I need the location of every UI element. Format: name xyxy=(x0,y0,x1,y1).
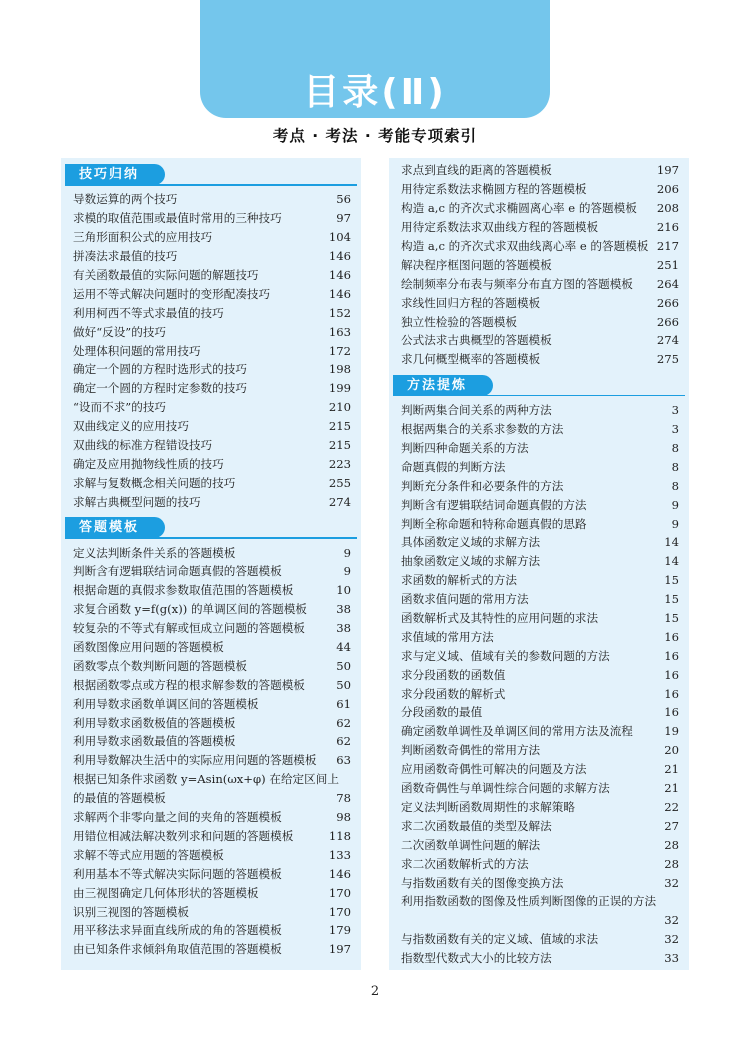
title-banner xyxy=(200,0,550,118)
entry-title: “设而不求”的技巧 xyxy=(73,400,167,415)
entry-title: 处理体积问题的常用技巧 xyxy=(73,343,201,358)
entry-title: 确定一个圆的方程时定参数的技巧 xyxy=(73,381,247,396)
entry-title: 求解与复数概念相关问题的技巧 xyxy=(73,475,236,490)
entry-title: 求分段函数的解析式 xyxy=(401,686,506,701)
entry-title: 抽象函数定义域的求解方法 xyxy=(401,554,541,569)
entry-title: 判断充分条件和必要条件的方法 xyxy=(401,478,564,493)
entry-title: 双曲线的标准方程错设技巧 xyxy=(73,438,213,453)
index-entry[interactable] xyxy=(61,694,361,713)
entry-page: 22 xyxy=(664,799,679,814)
entry-page: 210 xyxy=(328,400,351,415)
index-entry[interactable] xyxy=(389,892,689,911)
entry-title: 识别三视图的答题模板 xyxy=(73,904,189,919)
entry-title: 做好“反设”的技巧 xyxy=(73,324,167,339)
index-entry[interactable] xyxy=(389,495,689,514)
index-entry[interactable] xyxy=(389,312,689,331)
entry-page: 16 xyxy=(664,648,679,663)
index-entry[interactable] xyxy=(389,816,689,835)
entry-title: 独立性检验的答题模板 xyxy=(401,314,517,329)
entry-title: 根据已知条件求函数 y=Asin(ωx+φ) 在给定区间上 xyxy=(73,772,339,787)
section-divider xyxy=(65,537,357,539)
entry-page: 14 xyxy=(664,535,679,550)
entry-page: 50 xyxy=(336,658,351,673)
entry-page: 3 xyxy=(671,422,679,437)
entry-title: 用待定系数法求双曲线方程的答题模板 xyxy=(401,220,599,235)
entry-page: 16 xyxy=(664,629,679,644)
entry-page: 9 xyxy=(343,545,351,560)
index-entry[interactable] xyxy=(61,656,361,675)
entry-page: 16 xyxy=(664,705,679,720)
index-entry[interactable] xyxy=(389,350,689,369)
entry-page: 33 xyxy=(664,951,679,966)
index-entry[interactable] xyxy=(61,562,361,581)
index-entry[interactable] xyxy=(389,873,689,892)
entry-page: 32 xyxy=(664,932,679,947)
entry-page: 251 xyxy=(656,257,679,272)
index-entry[interactable] xyxy=(389,609,689,628)
index-entry[interactable] xyxy=(389,439,689,458)
index-entry[interactable] xyxy=(61,284,361,303)
section-header xyxy=(61,158,361,185)
entry-page: 8 xyxy=(671,478,679,493)
entry-title: 较复杂的不等式有解或恒成立问题的答题模板 xyxy=(73,621,305,636)
entry-page: 61 xyxy=(336,696,351,711)
index-entry[interactable] xyxy=(61,454,361,473)
entry-page: 62 xyxy=(336,734,351,749)
index-entry[interactable] xyxy=(389,457,689,476)
entry-title: 利用导数求函数单调区间的答题模板 xyxy=(73,696,259,711)
entry-page: 264 xyxy=(656,276,679,291)
entry-title: 判断含有逻辑联结词命题真假的方法 xyxy=(401,497,587,512)
entry-title: 定义法判断函数周期性的求解策略 xyxy=(401,799,575,814)
index-entry[interactable] xyxy=(61,827,361,846)
index-entry[interactable] xyxy=(389,331,689,350)
index-entry[interactable] xyxy=(61,619,361,638)
index-entry[interactable] xyxy=(61,581,361,600)
entry-page: 56 xyxy=(336,192,351,207)
entry-title: 利用基本不等式解决实际问题的答题模板 xyxy=(73,866,282,881)
entry-page: 266 xyxy=(656,295,679,310)
index-entry[interactable] xyxy=(389,703,689,722)
index-entry[interactable] xyxy=(61,492,361,511)
index-entry[interactable] xyxy=(389,627,689,646)
index-entry[interactable] xyxy=(389,218,689,237)
right-index-panel xyxy=(389,158,689,970)
entry-title: 求几何概型概率的答题模板 xyxy=(401,352,541,367)
entry-page: 9 xyxy=(671,497,679,512)
index-entry[interactable] xyxy=(389,274,689,293)
entry-page: 197 xyxy=(328,942,351,957)
entry-page: 38 xyxy=(336,621,351,636)
entry-title: 与指数函数有关的定义域、值域的求法 xyxy=(401,932,599,947)
entry-title: 构造 a,c 的齐次式求椭圆离心率 e 的答题模板 xyxy=(401,201,637,216)
entry-title: 构造 a,c 的齐次式求双曲线离心率 e 的答题模板 xyxy=(401,239,649,253)
entry-page: 275 xyxy=(656,352,679,367)
left-index-panel xyxy=(61,158,361,970)
index-entry[interactable] xyxy=(389,722,689,741)
entry-page: 44 xyxy=(336,640,351,655)
index-entry[interactable] xyxy=(61,190,361,209)
index-entry[interactable] xyxy=(61,322,361,341)
entry-title: 根据两集合的关系求参数的方法 xyxy=(401,422,564,437)
index-entry[interactable] xyxy=(389,930,689,949)
entry-title: 函数解析式及其特性的应用问题的求法 xyxy=(401,611,599,626)
entry-title: 函数零点个数判断问题的答题模板 xyxy=(73,658,247,673)
entry-title: 求函数的解析式的方法 xyxy=(401,573,517,588)
section-title: 答题模板 xyxy=(79,520,140,536)
entry-title: 确定一个圆的方程时选形式的技巧 xyxy=(73,362,247,377)
entry-title: 有关函数最值的实际问题的解题技巧 xyxy=(73,268,259,282)
index-entry[interactable] xyxy=(61,543,361,562)
entry-title: 由三视图确定几何体形状的答题模板 xyxy=(73,885,259,900)
index-entry[interactable] xyxy=(389,835,689,854)
entry-title: 二次函数单调性问题的解法 xyxy=(401,837,541,852)
entry-title: 确定函数单调性及单调区间的常用方法及流程 xyxy=(401,724,633,739)
index-entry[interactable] xyxy=(61,600,361,619)
index-entry[interactable] xyxy=(389,760,689,779)
entry-title: 求解古典概型问题的技巧 xyxy=(73,494,201,509)
entry-title: 求二次函数最值的类型及解法 xyxy=(401,818,552,833)
index-entry[interactable] xyxy=(389,590,689,609)
entry-page: 172 xyxy=(328,343,351,358)
entry-title: 求点到直线的距离的答题模板 xyxy=(401,163,552,178)
entry-title: 定义法判断条件关系的答题模板 xyxy=(73,545,236,560)
entry-page: 27 xyxy=(664,818,679,833)
entry-page: 146 xyxy=(328,286,351,301)
index-entry[interactable] xyxy=(61,732,361,751)
index-entry[interactable] xyxy=(389,571,689,590)
entry-title: 判断函数奇偶性的常用方法 xyxy=(401,743,541,758)
entry-page: 118 xyxy=(328,828,351,843)
index-entry[interactable] xyxy=(61,247,361,266)
index-entry[interactable] xyxy=(389,533,689,552)
index-entry[interactable] xyxy=(389,237,689,256)
index-entry[interactable] xyxy=(61,360,361,379)
entry-page: 28 xyxy=(664,856,679,871)
entry-title: 公式法求古典概型的答题模板 xyxy=(401,333,552,348)
entry-page: 9 xyxy=(343,564,351,579)
entry-page: 16 xyxy=(664,686,679,701)
entry-title: 判断全称命题和特称命题真假的思路 xyxy=(401,516,587,531)
entry-title: 指数型代数式大小的比较方法 xyxy=(401,951,552,966)
entry-title: 解决程序框图问题的答题模板 xyxy=(401,257,552,272)
entry-title: 的最值的答题模板 xyxy=(73,791,166,806)
index-entry[interactable] xyxy=(389,255,689,274)
index-entry[interactable] xyxy=(61,303,361,322)
index-entry[interactable] xyxy=(61,266,361,285)
entry-page: 146 xyxy=(328,866,351,881)
entry-page: 223 xyxy=(328,456,351,471)
index-entry[interactable] xyxy=(389,420,689,439)
entry-page: 198 xyxy=(328,362,351,377)
entry-page: 170 xyxy=(328,904,351,919)
index-entry[interactable] xyxy=(61,228,361,247)
index-entry[interactable] xyxy=(61,436,361,455)
page-number: 2 xyxy=(370,984,380,999)
entry-title: 判断四种命题关系的方法 xyxy=(401,441,529,456)
entry-title: 利用导数求函数极值的答题模板 xyxy=(73,715,236,730)
entry-title: 求二次函数解析式的方法 xyxy=(401,856,529,871)
index-entry[interactable] xyxy=(61,864,361,883)
entry-title: 导数运算的两个技巧 xyxy=(73,192,178,207)
index-entry[interactable] xyxy=(61,398,361,417)
entry-page: 217 xyxy=(656,239,679,253)
entry-page: 274 xyxy=(656,333,679,348)
entry-title: 用错位相减法解决数列求和问题的答题模板 xyxy=(73,828,294,843)
entry-title: 利用导数解决生活中的实际应用问题的答题模板 xyxy=(73,753,317,768)
entry-page: 216 xyxy=(656,220,679,235)
entry-page: 78 xyxy=(336,791,351,806)
index-entry[interactable] xyxy=(389,293,689,312)
index-entry[interactable] xyxy=(389,911,689,930)
entry-page: 146 xyxy=(328,249,351,264)
entry-title: 求线性回归方程的答题模板 xyxy=(401,295,541,310)
entry-page: 21 xyxy=(664,781,679,796)
entry-page: 97 xyxy=(336,211,351,226)
entry-title: 根据函数零点或方程的根求解参数的答题模板 xyxy=(73,677,305,692)
entry-page: 32 xyxy=(664,875,679,890)
entry-title: 函数奇偶性与单调性综合问题的求解方法 xyxy=(401,781,610,796)
entry-page: 9 xyxy=(671,516,679,531)
index-entry[interactable] xyxy=(61,209,361,228)
entry-page: 146 xyxy=(328,268,351,282)
entry-title: 求模的取值范围或最值时常用的三种技巧 xyxy=(73,211,282,226)
entry-title: 求解不等式应用题的答题模板 xyxy=(73,847,224,862)
entry-title: 函数图像应用问题的答题模板 xyxy=(73,640,224,655)
entry-title: 拼凑法求最值的技巧 xyxy=(73,249,178,264)
entry-title: 求与定义域、值域有关的参数问题的方法 xyxy=(401,648,610,663)
entry-title: 函数求值问题的常用方法 xyxy=(401,592,529,607)
entry-title: 确定及应用抛物线性质的技巧 xyxy=(73,456,224,471)
index-entry[interactable] xyxy=(389,552,689,571)
entry-page: 19 xyxy=(664,724,679,739)
index-entry[interactable] xyxy=(389,798,689,817)
entry-title: 命题真假的判断方法 xyxy=(401,459,506,474)
section-header xyxy=(389,369,689,396)
entry-page: 197 xyxy=(656,163,679,178)
index-entry[interactable] xyxy=(389,514,689,533)
entry-page: 15 xyxy=(664,611,679,626)
index-entry[interactable] xyxy=(61,417,361,436)
entry-title: 用待定系数法求椭圆方程的答题模板 xyxy=(401,182,587,197)
entry-page: 62 xyxy=(336,715,351,730)
index-entry[interactable] xyxy=(61,675,361,694)
entry-title: 双曲线定义的应用技巧 xyxy=(73,419,189,434)
entry-page: 163 xyxy=(328,324,351,339)
index-entry[interactable] xyxy=(389,199,689,218)
entry-page: 274 xyxy=(328,494,351,509)
entry-page: 170 xyxy=(328,885,351,900)
index-entry[interactable] xyxy=(389,180,689,199)
entry-page: 28 xyxy=(664,837,679,852)
index-entry[interactable] xyxy=(61,789,361,808)
index-entry[interactable] xyxy=(61,341,361,360)
entry-title: 利用柯西不等式求最值的技巧 xyxy=(73,305,224,320)
entry-page: 104 xyxy=(328,230,351,245)
index-entry[interactable] xyxy=(61,473,361,492)
index-entry[interactable] xyxy=(389,665,689,684)
index-entry[interactable] xyxy=(389,854,689,873)
section-title: 方法提炼 xyxy=(407,377,468,393)
index-entry[interactable] xyxy=(61,808,361,827)
entry-page: 199 xyxy=(328,381,351,396)
entry-page: 15 xyxy=(664,573,679,588)
index-entry[interactable] xyxy=(389,476,689,495)
entry-title: 由已知条件求倾斜角取值范围的答题模板 xyxy=(73,942,282,957)
entry-page: 15 xyxy=(664,592,679,607)
entry-page: 10 xyxy=(336,583,351,598)
entry-page: 215 xyxy=(328,438,351,453)
entry-page: 8 xyxy=(671,459,679,474)
entry-title: 运用不等式解决问题时的变形配凑技巧 xyxy=(73,286,271,301)
section-title: 技巧归纳 xyxy=(79,167,140,182)
entry-title: 具体函数定义域的求解方法 xyxy=(401,535,541,550)
index-entry[interactable] xyxy=(61,921,361,940)
page-subtitle: 考点 · 考法 · 考能专项索引 xyxy=(272,127,478,145)
entry-title: 求复合函数 y=f(g(x)) 的单调区间的答题模板 xyxy=(73,602,307,617)
entry-page: 133 xyxy=(328,847,351,862)
entry-title: 利用指数函数的图像及性质判断图像的正误的方法 xyxy=(401,894,657,909)
entry-title: 求值域的常用方法 xyxy=(401,629,494,644)
index-entry[interactable] xyxy=(61,883,361,902)
entry-title: 绘制频率分布表与频率分布直方图的答题模板 xyxy=(401,276,633,291)
entry-page: 206 xyxy=(656,182,679,197)
entry-page: 179 xyxy=(328,923,351,938)
entry-page: 21 xyxy=(664,762,679,777)
entry-page: 20 xyxy=(664,743,679,758)
index-entry[interactable] xyxy=(61,379,361,398)
page-title: 目录(Ⅱ) xyxy=(303,72,447,113)
entry-title: 应用函数奇偶性可解决的问题及方法 xyxy=(401,762,587,777)
entry-page: 50 xyxy=(336,677,351,692)
index-entry[interactable] xyxy=(61,845,361,864)
index-entry[interactable] xyxy=(61,713,361,732)
index-entry[interactable] xyxy=(61,902,361,921)
entry-title: 根据命题的真假求参数取值范围的答题模板 xyxy=(73,583,294,598)
entry-title: 利用导数求函数最值的答题模板 xyxy=(73,734,236,749)
entry-title: 分段函数的最值 xyxy=(401,705,483,720)
entry-page: 63 xyxy=(336,753,351,768)
index-entry[interactable] xyxy=(61,940,361,959)
entry-page: 98 xyxy=(336,810,351,825)
entry-title: 用平移法求异面直线所成的角的答题模板 xyxy=(73,923,282,938)
section-header xyxy=(61,511,361,538)
index-entry[interactable] xyxy=(61,770,361,789)
section-divider xyxy=(393,395,685,397)
index-entry[interactable] xyxy=(389,161,689,180)
entry-page: 32 xyxy=(664,913,679,928)
index-entry[interactable] xyxy=(61,638,361,657)
entry-page: 16 xyxy=(664,667,679,682)
entry-page: 3 xyxy=(671,403,679,418)
entry-page: 208 xyxy=(656,201,679,216)
entry-title: 判断含有逻辑联结词命题真假的答题模板 xyxy=(73,564,282,579)
entry-page: 8 xyxy=(671,441,679,456)
index-entry[interactable] xyxy=(389,741,689,760)
entry-title: 判断两集合间关系的两种方法 xyxy=(401,403,552,418)
entry-title: 求解两个非零向量之间的夹角的答题模板 xyxy=(73,810,282,825)
entry-page: 266 xyxy=(656,314,679,329)
index-entry[interactable] xyxy=(389,646,689,665)
index-entry[interactable] xyxy=(389,684,689,703)
entry-title: 三角形面积公式的应用技巧 xyxy=(73,230,213,245)
index-entry[interactable] xyxy=(389,949,689,968)
entry-title: 求分段函数的函数值 xyxy=(401,667,506,682)
index-entry[interactable] xyxy=(389,401,689,420)
entry-page: 14 xyxy=(664,554,679,569)
entry-page: 38 xyxy=(336,602,351,617)
index-entry[interactable] xyxy=(61,751,361,770)
entry-page: 255 xyxy=(328,475,351,490)
entry-page: 215 xyxy=(328,419,351,434)
entry-page: 152 xyxy=(328,305,351,320)
entry-title: 与指数函数有关的图像变换方法 xyxy=(401,875,564,890)
section-divider xyxy=(65,184,357,186)
index-entry[interactable] xyxy=(389,779,689,798)
